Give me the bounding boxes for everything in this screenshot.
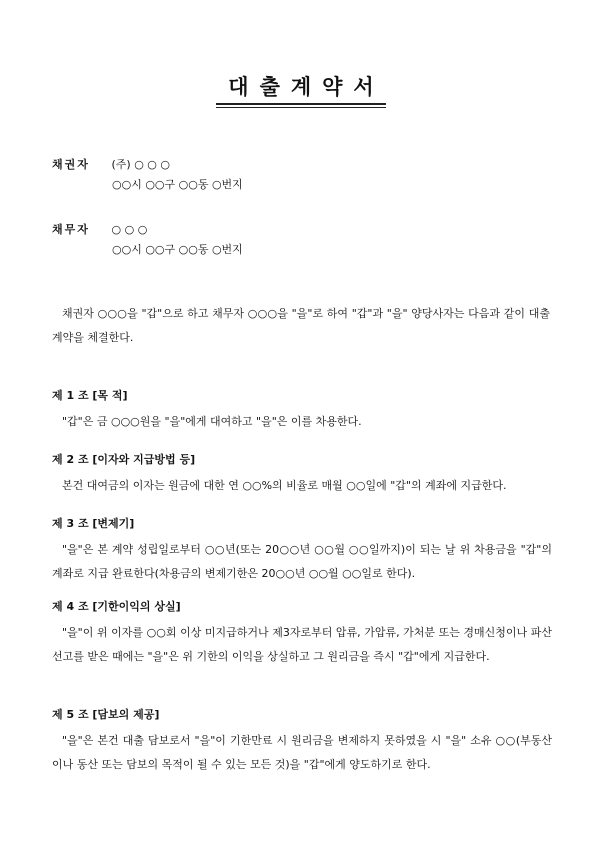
article-text: "을"은 본건 대출 담보로서 "을"이 기한만료 시 원리금을 변제하지 못하였을 시 "을" 소유 ○○(부동산이나 동산 또는 담보의 목적이 될 수 있는 모든 것)을 "갑"에게 양도하기로 한다. <box>52 734 552 772</box>
article-heading: 제 3 조 [변제기] <box>52 517 135 530</box>
document-title: 대출계약서 <box>228 74 385 99</box>
creditor-name: (주) ○ ○ ○ <box>111 158 170 171</box>
intro-paragraph: 채권자 ○○○을 "갑"으로 하고 채무자 ○○○을 "을"로 하여 "갑"과 "을" 양당사자는 다음과 같이 대출계약을 체결한다. <box>52 307 550 344</box>
creditor-block <box>52 158 552 191</box>
article-heading: 제 5 조 [담보의 제공] <box>52 708 160 721</box>
article-2 <box>52 453 552 498</box>
article-heading: 제 1 조 [목 적] <box>52 389 128 402</box>
debtor-label: 채무자 <box>52 223 90 236</box>
article-text: 본건 대여금의 이자는 원금에 대한 연 ○○%의 비율로 매월 ○○일에 "갑"의 계좌에 지급한다. <box>62 479 507 493</box>
creditor-label: 채권자 <box>52 158 90 171</box>
article-5 <box>52 708 552 777</box>
title-block <box>216 73 386 105</box>
article-1 <box>52 389 552 434</box>
article-4 <box>52 600 552 669</box>
debtor-block <box>52 223 552 256</box>
article-3 <box>52 517 552 586</box>
debtor-name: ○ ○ ○ <box>111 223 148 236</box>
article-text: "을"은 본 계약 성립일로부터 ○○년(또는 20○○년 ○○월 ○○일까지)이 되는 날 위 차용금을 "갑"의 계좌로 지급 완료한다(차용금의 변제기한은 20○○년 ○○월 ○○일로 한다). <box>52 543 552 581</box>
article-heading: 제 4 조 [기한이익의 상실] <box>52 600 181 613</box>
article-heading: 제 2 조 [이자와 지급방법 등] <box>52 453 196 466</box>
debtor-address: ○○시 ○○구 ○○동 ○번지 <box>112 243 243 257</box>
creditor-address: ○○시 ○○구 ○○동 ○번지 <box>112 178 243 192</box>
article-text: "갑"은 금 ○○○원을 "을"에게 대여하고 "을"은 이를 차용한다. <box>62 415 362 429</box>
article-text: "을"이 위 이자를 ○○회 이상 미지급하거나 제3자로부터 압류, 가압류, 가처분 또는 경매신청이나 파산선고를 받은 때에는 "을"은 위 기한의 이익을 상실하고 그 원리금을 즉시 "갑"에게 지급한다. <box>52 626 552 664</box>
